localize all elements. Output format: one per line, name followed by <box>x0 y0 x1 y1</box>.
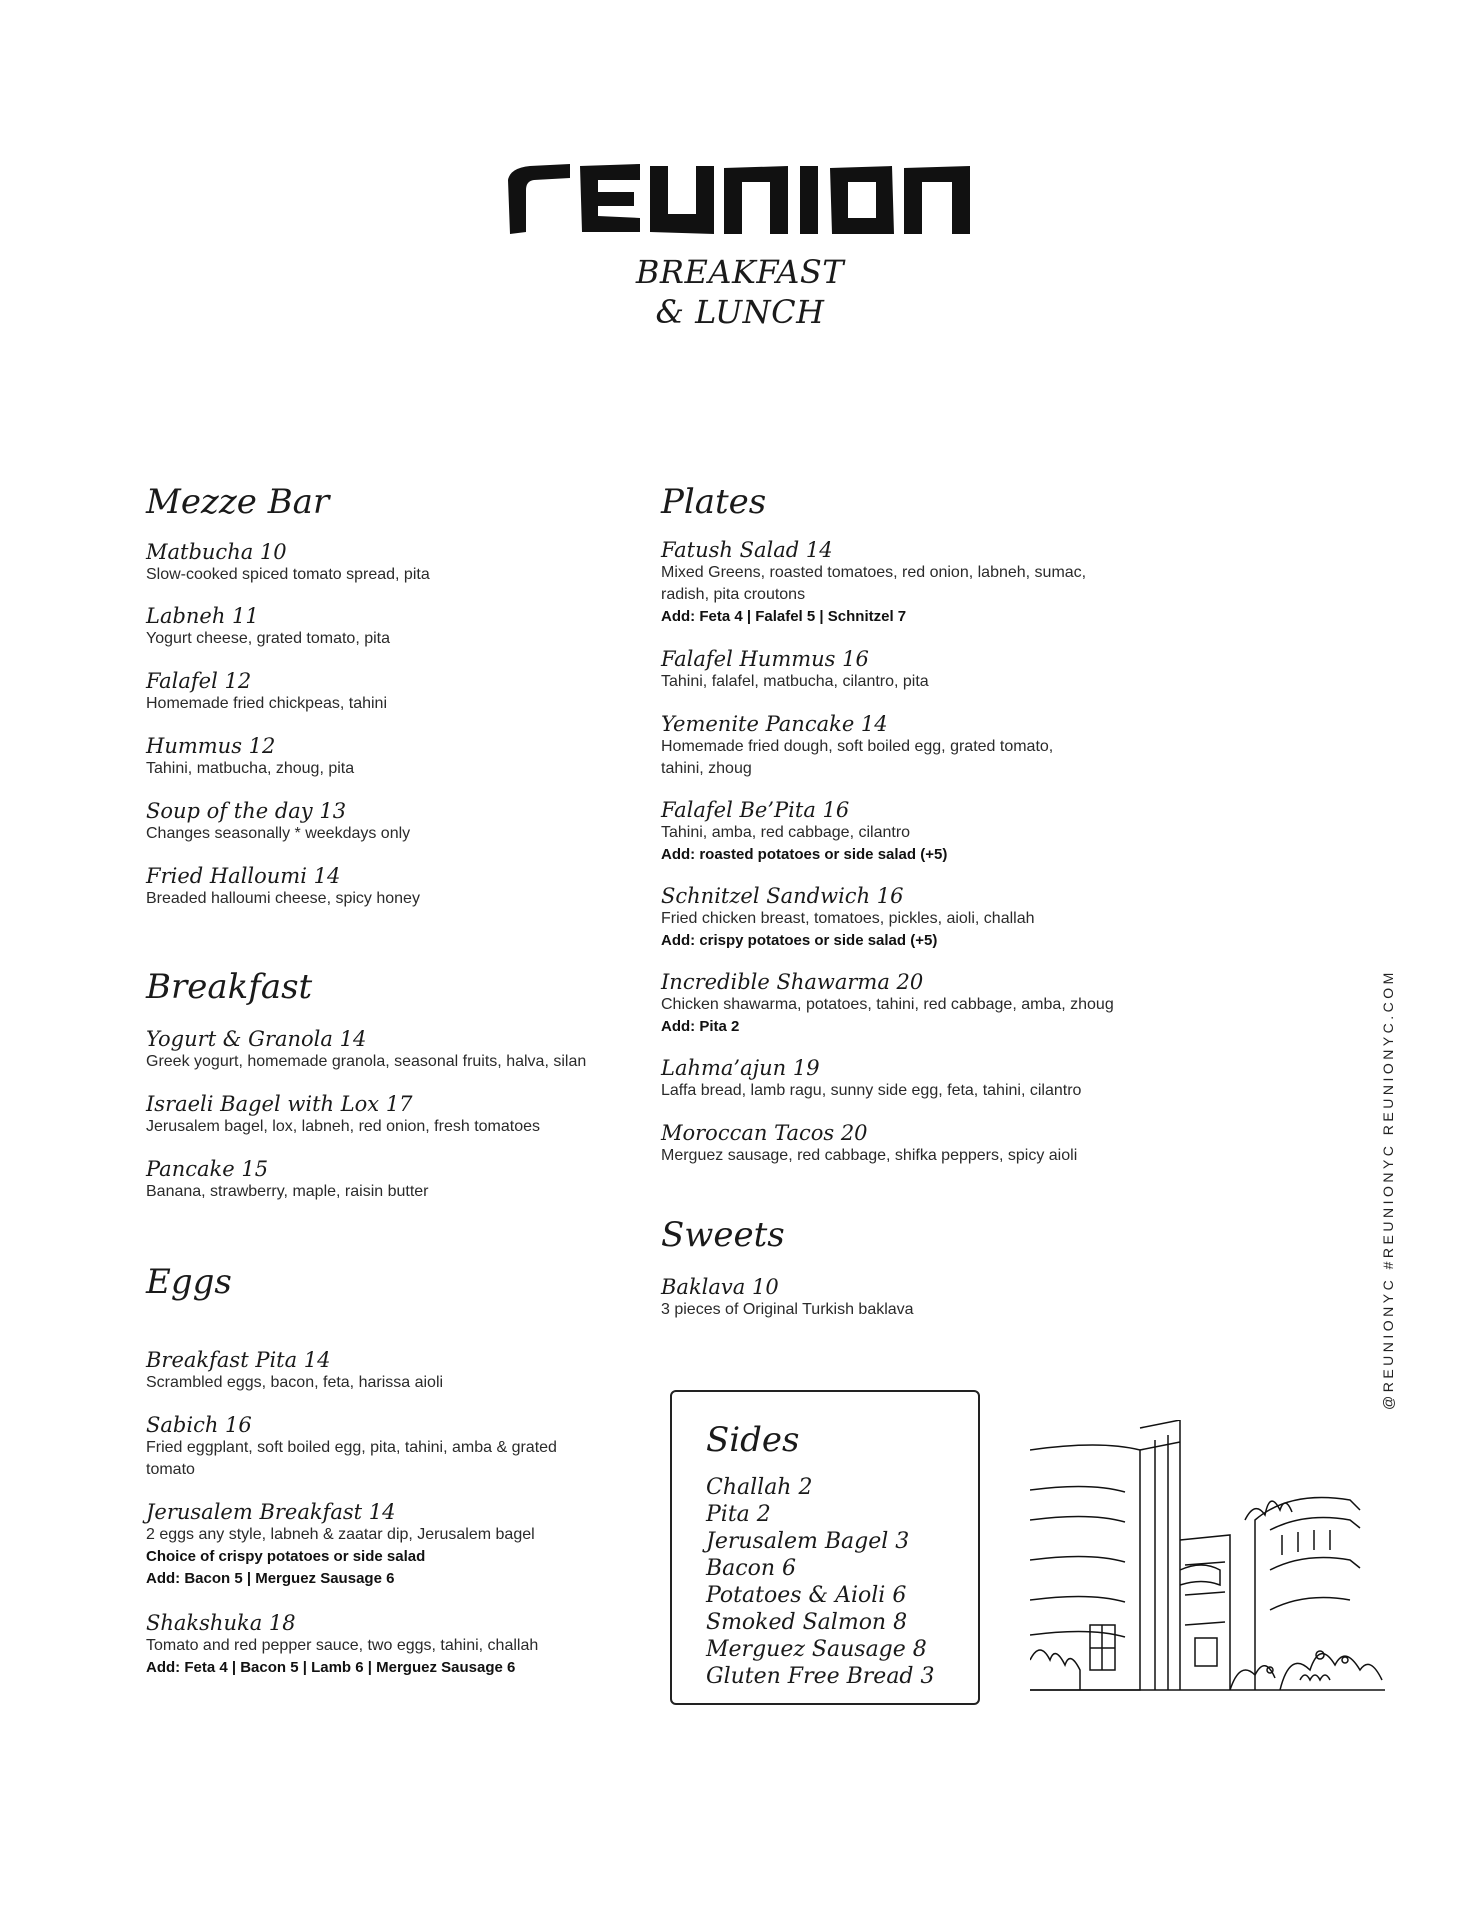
side-item: Smoked Salmon 8 <box>706 1610 908 1635</box>
item-description: Slow-cooked spiced tomato spread, pita <box>146 566 430 583</box>
item-name: Pancake 15 <box>146 1157 269 1181</box>
menu-item <box>661 798 1181 866</box>
item-name: Israeli Bagel with Lox 17 <box>146 1092 413 1116</box>
item-addon: Add: roasted potatoes or side salad (+5) <box>661 846 948 863</box>
section-plates <box>661 482 1114 1164</box>
item-description: 3 pieces of Original Turkish baklava <box>661 1301 914 1318</box>
item-name: Shakshuka 18 <box>146 1611 296 1635</box>
item-addon: Add: crispy potatoes or side salad (+5) <box>661 932 938 949</box>
subtitle-line-1: BREAKFAST <box>635 253 845 291</box>
item-name: Moroccan Tacos 20 <box>661 1121 868 1145</box>
item-name: Falafel 12 <box>146 669 252 693</box>
side-item: Jerusalem Bagel 3 <box>706 1529 910 1554</box>
section-title: Sides <box>706 1420 800 1460</box>
menu-item <box>146 1092 666 1138</box>
menu-item <box>661 712 1081 780</box>
item-description: Fried eggplant, soft boiled egg, pita, tahini, amba & grated tomato <box>146 1439 557 1478</box>
menu-item <box>661 1275 1181 1321</box>
item-name: Fried Halloumi 14 <box>146 864 341 888</box>
item-name: Schnitzel Sandwich 16 <box>661 884 904 908</box>
item-name: Sabich 16 <box>146 1413 252 1437</box>
item-description: Yogurt cheese, grated tomato, pita <box>146 630 391 647</box>
item-description: Tomato and red pepper sauce, two eggs, tahini, challah <box>146 1637 539 1654</box>
item-addon: Add: Feta 4 | Falafel 5 | Schnitzel 7 <box>661 608 907 625</box>
section-eggs <box>146 1262 557 1676</box>
menu-item <box>146 604 666 650</box>
brand-logo <box>500 150 980 250</box>
item-description: Merguez sausage, red cabbage, shifka peppers, spicy aioli <box>661 1147 1078 1164</box>
menu-item <box>146 1348 666 1394</box>
social-handles: @REUNIONYC #REUNIONYC REUNIONYC.COM <box>1380 969 1396 1410</box>
item-name: Incredible Shawarma 20 <box>661 970 924 994</box>
side-item: Pita 2 <box>706 1502 771 1527</box>
section-sweets <box>661 1215 914 1318</box>
menu-item <box>146 799 666 845</box>
item-name: Falafel Be’Pita 16 <box>661 798 850 822</box>
item-description: Scrambled eggs, bacon, feta, harissa aioli <box>146 1374 444 1391</box>
logo-wordmark-icon <box>500 150 980 250</box>
menu-item <box>661 538 1101 628</box>
menu-item <box>146 1500 666 1590</box>
menu-item <box>146 1611 666 1679</box>
item-description: Breaded halloumi cheese, spicy honey <box>146 890 420 907</box>
item-name: Matbucha 10 <box>146 540 287 564</box>
item-name: Fatush Salad 14 <box>661 538 833 562</box>
menu-subtitle <box>560 252 920 332</box>
item-name: Yogurt & Granola 14 <box>146 1027 367 1051</box>
item-name: Yemenite Pancake 14 <box>661 712 888 736</box>
item-description: Jerusalem bagel, lox, labneh, red onion, fresh tomatoes <box>146 1118 541 1135</box>
side-item: Challah 2 <box>706 1475 813 1500</box>
item-description: Tahini, falafel, matbucha, cilantro, pita <box>661 673 929 690</box>
building-illustration-icon <box>1030 1420 1385 1695</box>
section-title: Plates <box>661 482 767 522</box>
item-description: 2 eggs any style, labneh & zaatar dip, Jerusalem bagel <box>146 1526 535 1543</box>
menu-item <box>146 540 666 586</box>
item-name: Baklava 10 <box>661 1275 779 1299</box>
menu-item <box>146 864 666 910</box>
sides-list <box>706 1474 935 1690</box>
section-title: Sweets <box>661 1215 785 1255</box>
menu-item <box>146 1027 666 1073</box>
item-addon: Choice of crispy potatoes or side salad <box>146 1548 426 1565</box>
side-item: Bacon 6 <box>706 1556 797 1581</box>
item-name: Soup of the day 13 <box>146 799 347 823</box>
item-name: Hummus 12 <box>146 734 276 758</box>
item-addon: Add: Pita 2 <box>661 1018 740 1035</box>
item-addon: Add: Feta 4 | Bacon 5 | Lamb 6 | Merguez Sausage 6 <box>146 1659 516 1676</box>
item-name: Breakfast Pita 14 <box>146 1348 331 1372</box>
item-name: Lahma’ajun 19 <box>661 1056 820 1080</box>
menu-item <box>146 669 666 715</box>
menu-item <box>146 1413 586 1481</box>
item-description: Homemade fried chickpeas, tahini <box>146 695 388 712</box>
item-description: Fried chicken breast, tomatoes, pickles, aioli, challah <box>661 910 1035 927</box>
item-description: Mixed Greens, roasted tomatoes, red onion, labneh, sumac, radish, pita croutons <box>661 564 1087 603</box>
item-description: Laffa bread, lamb ragu, sunny side egg, feta, tahini, cilantro <box>661 1082 1082 1099</box>
menu-item <box>661 1056 1181 1102</box>
item-name: Falafel Hummus 16 <box>661 647 869 671</box>
item-description: Homemade fried dough, soft boiled egg, grated tomato, tahini, zhoug <box>661 738 1054 777</box>
item-description: Tahini, matbucha, zhoug, pita <box>146 760 355 777</box>
sides-box <box>670 1390 980 1705</box>
section-mezze-bar <box>146 482 430 907</box>
subtitle-line-2: & LUNCH <box>655 293 825 331</box>
item-name: Jerusalem Breakfast 14 <box>146 1500 396 1524</box>
section-breakfast <box>146 967 587 1200</box>
menu-item <box>661 970 1181 1038</box>
menu-item <box>146 1157 666 1203</box>
item-name: Labneh 11 <box>146 604 259 628</box>
side-item: Merguez Sausage 8 <box>706 1637 927 1662</box>
item-description: Changes seasonally * weekdays only <box>146 825 411 842</box>
menu-item <box>661 1121 1181 1167</box>
side-item: Potatoes & Aioli 6 <box>706 1583 907 1608</box>
item-description: Greek yogurt, homemade granola, seasonal fruits, halva, silan <box>146 1053 587 1070</box>
item-description: Tahini, amba, red cabbage, cilantro <box>661 824 911 841</box>
menu-item <box>146 734 666 780</box>
item-description: Banana, strawberry, maple, raisin butter <box>146 1183 429 1200</box>
side-item: Gluten Free Bread 3 <box>706 1664 935 1689</box>
section-title: Mezze Bar <box>146 482 330 522</box>
section-title: Breakfast <box>146 967 313 1007</box>
item-description: Chicken shawarma, potatoes, tahini, red cabbage, amba, zhoug <box>661 996 1114 1013</box>
item-addon: Add: Bacon 5 | Merguez Sausage 6 <box>146 1570 395 1587</box>
section-title: Eggs <box>146 1262 232 1302</box>
menu-item <box>661 647 1181 693</box>
menu-item <box>661 884 1181 952</box>
